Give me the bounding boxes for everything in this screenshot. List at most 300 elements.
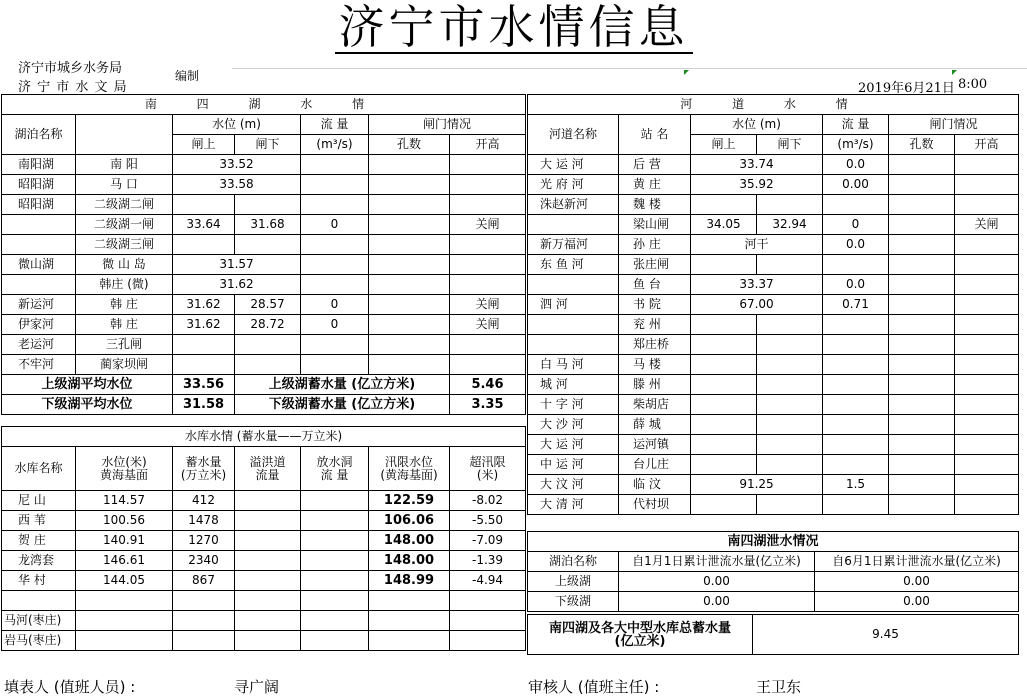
col-open-height: 开高 <box>450 135 526 155</box>
river-gate-holes <box>889 375 955 395</box>
river-section-header: 河 道 水 情 <box>528 95 1019 115</box>
reservoir-name: 西 苇 <box>2 511 76 531</box>
reviewer-label: 审核人 (值班主任) : <box>528 678 660 696</box>
river-gate-holes <box>889 435 955 455</box>
river-gate-open <box>955 255 1019 275</box>
col-reservoir-name: 水库名称 <box>2 447 76 491</box>
river-level: 河干 <box>691 235 823 255</box>
reservoir-storage: 412 <box>173 491 235 511</box>
river-station: 后 营 <box>619 155 691 175</box>
discharge-section-header: 南四湖泄水情况 <box>528 532 1019 552</box>
river-gate-holes <box>889 235 955 255</box>
empty-cell <box>235 591 301 611</box>
col-flow: 流 量 <box>301 115 369 135</box>
discharge-upper-jan: 0.00 <box>619 572 815 592</box>
reservoir-spillway <box>235 531 301 551</box>
empty-cell <box>235 631 301 651</box>
reservoir-section-header: 水库水情 (蓄水量——万立米) <box>2 427 526 447</box>
upper-storage: 5.46 <box>450 375 526 395</box>
lake-name <box>2 275 76 295</box>
river-gate-holes <box>889 315 955 335</box>
river-station: 鱼 台 <box>619 275 691 295</box>
lake-station: 韩 庄 <box>76 295 173 315</box>
lake-section-header: 南 四 湖 水 情 <box>2 95 526 115</box>
reservoir-tunnel <box>301 551 369 571</box>
river-name: 光 府 河 <box>528 175 619 195</box>
col-discharge-since-jan: 自1月1日累计泄流水量(亿立米) <box>619 552 815 572</box>
upper-storage-label: 上级湖蓄水量 (亿立方米) <box>235 375 450 395</box>
river-gate-open <box>955 175 1019 195</box>
lake-station: 韩庄 (微) <box>76 275 173 295</box>
report-time: 8:00 <box>958 77 988 92</box>
river-level-down <box>757 455 823 475</box>
river-row <box>528 195 1019 215</box>
river-station: 台儿庄 <box>619 455 691 475</box>
empty-cell <box>450 591 526 611</box>
lake-name: 昭阳湖 <box>2 195 76 215</box>
lake-gate-holes <box>369 235 450 255</box>
river-gate-holes <box>889 395 955 415</box>
lake-row <box>2 255 526 275</box>
col-river-flow-unit: (m³/s) <box>823 135 889 155</box>
river-gate-open: 关闸 <box>955 215 1019 235</box>
reservoir-flood-limit: 106.06 <box>369 511 450 531</box>
lake-level-down <box>235 335 301 355</box>
lake-level-up <box>173 335 235 355</box>
river-row <box>528 315 1019 335</box>
lake-station: 二级湖一闸 <box>76 215 173 235</box>
org-name-water-bureau: 济宁市城乡水务局 <box>18 61 123 76</box>
lake-station: 微 山 岛 <box>76 255 173 275</box>
col-river-gate: 闸门情况 <box>889 115 1019 135</box>
filler-name: 寻广阔 <box>234 678 280 696</box>
reservoir-spillway <box>235 571 301 591</box>
river-station: 孙 庄 <box>619 235 691 255</box>
lower-avg-level-label: 下级湖平均水位 <box>2 395 173 415</box>
lower-lake-summary-row <box>2 395 526 415</box>
reservoir-flood-limit: 148.00 <box>369 531 450 551</box>
lower-avg-level: 31.58 <box>173 395 235 415</box>
col-holes: 孔数 <box>369 135 450 155</box>
river-level: 33.74 <box>691 155 823 175</box>
river-station: 柴胡店 <box>619 395 691 415</box>
river-flow: 0.0 <box>823 235 889 255</box>
report-date: 2019年6月21日 <box>858 81 955 96</box>
river-station: 郑庄桥 <box>619 335 691 355</box>
river-gate-holes <box>889 175 955 195</box>
river-station: 张庄闸 <box>619 255 691 275</box>
lake-name: 不牢河 <box>2 355 76 375</box>
river-gate-open <box>955 415 1019 435</box>
lake-station: 三孔闸 <box>76 335 173 355</box>
empty-cell <box>2 591 76 611</box>
lake-level-down: 28.72 <box>235 315 301 335</box>
river-name: 城 河 <box>528 375 619 395</box>
col-flood-limit: 汛限水位 (黄海基面) <box>369 447 450 491</box>
river-row <box>528 395 1019 415</box>
river-name: 东 鱼 河 <box>528 255 619 275</box>
river-gate-open <box>955 195 1019 215</box>
river-row <box>528 175 1019 195</box>
lake-row <box>2 295 526 315</box>
lake-flow: 0 <box>301 295 369 315</box>
lake-gate-open: 关闸 <box>450 315 526 335</box>
lake-level-down: 28.57 <box>235 295 301 315</box>
river-level-up <box>691 455 757 475</box>
river-gate-open <box>955 435 1019 455</box>
river-station: 魏 楼 <box>619 195 691 215</box>
empty-cell <box>76 631 173 651</box>
river-name: 中 运 河 <box>528 455 619 475</box>
river-gate-holes <box>889 255 955 275</box>
reviewer-name: 王卫东 <box>756 678 802 696</box>
river-level-up <box>691 195 757 215</box>
river-level-up: 34.05 <box>691 215 757 235</box>
river-level-up <box>691 355 757 375</box>
lake-level-down <box>235 195 301 215</box>
upper-avg-level: 33.56 <box>173 375 235 395</box>
col-lake-name: 湖泊名称 <box>2 115 76 155</box>
empty-cell <box>450 631 526 651</box>
empty-cell <box>301 631 369 651</box>
river-station: 代村坝 <box>619 495 691 515</box>
empty-cell <box>369 611 450 631</box>
river-name <box>528 335 619 355</box>
sheet-gridline <box>232 68 1027 69</box>
lake-level: 31.62 <box>173 275 301 295</box>
river-row <box>528 335 1019 355</box>
discharge-lower-lake: 下级湖 <box>528 592 619 612</box>
lake-gate-open <box>450 255 526 275</box>
lake-flow: 0 <box>301 315 369 335</box>
lake-level-up <box>173 235 235 255</box>
river-level-down <box>757 375 823 395</box>
river-station: 书 院 <box>619 295 691 315</box>
lake-flow <box>301 355 369 375</box>
river-row <box>528 355 1019 375</box>
reservoir-row <box>2 511 526 531</box>
reservoir-storage: 1478 <box>173 511 235 531</box>
lake-flow <box>301 335 369 355</box>
col-gate-up: 闸上 <box>173 135 235 155</box>
river-station: 梁山闸 <box>619 215 691 235</box>
river-gate-open <box>955 235 1019 255</box>
river-station: 马 楼 <box>619 355 691 375</box>
reservoir-over-limit: -5.50 <box>450 511 526 531</box>
col-river-station: 站 名 <box>619 115 691 155</box>
river-station: 滕 州 <box>619 375 691 395</box>
col-river-open: 开高 <box>955 135 1019 155</box>
lower-storage: 3.35 <box>450 395 526 415</box>
lake-row <box>2 175 526 195</box>
lake-station: 马 口 <box>76 175 173 195</box>
river-gate-holes <box>889 195 955 215</box>
river-gate-holes <box>889 495 955 515</box>
reservoir-row <box>2 491 526 511</box>
reservoir-flood-limit: 122.59 <box>369 491 450 511</box>
empty-cell <box>369 591 450 611</box>
reservoir-level: 146.61 <box>76 551 173 571</box>
total-storage-value: 9.45 <box>753 615 1019 655</box>
reservoir-tunnel <box>301 511 369 531</box>
river-gate-open <box>955 275 1019 295</box>
lake-gate-open <box>450 155 526 175</box>
lake-row <box>2 195 526 215</box>
lake-station: 韩 庄 <box>76 315 173 335</box>
reservoir-row <box>2 531 526 551</box>
river-level-down <box>757 355 823 375</box>
lake-flow <box>301 255 369 275</box>
river-gate-open <box>955 475 1019 495</box>
river-flow <box>823 435 889 455</box>
reservoir-name: 龙湾套 <box>2 551 76 571</box>
river-gate-holes <box>889 355 955 375</box>
org-name-hydrology-bureau: 济 宁 市 水 文 局 <box>18 80 128 95</box>
river-gate-open <box>955 455 1019 475</box>
river-row <box>528 455 1019 475</box>
river-flow <box>823 315 889 335</box>
lake-gate-open <box>450 355 526 375</box>
lake-level-down <box>235 355 301 375</box>
river-row <box>528 475 1019 495</box>
lake-station: 二级湖二闸 <box>76 195 173 215</box>
lake-row <box>2 275 526 295</box>
reservoir-spillway <box>235 491 301 511</box>
river-level-up <box>691 495 757 515</box>
lake-gate-holes <box>369 175 450 195</box>
filler-label: 填表人 (值班人员) : <box>4 678 136 696</box>
river-gate-open <box>955 295 1019 315</box>
river-name: 白 马 河 <box>528 355 619 375</box>
lake-row <box>2 155 526 175</box>
lake-level-up <box>173 355 235 375</box>
col-outlet-tunnel: 放水洞 流 量 <box>301 447 369 491</box>
reservoir-flood-limit: 148.00 <box>369 551 450 571</box>
reservoir-flood-limit: 148.99 <box>369 571 450 591</box>
river-flow <box>823 335 889 355</box>
reservoir-tunnel <box>301 531 369 551</box>
col-river-flow: 流 量 <box>823 115 889 135</box>
lake-station: 蔺家坝闸 <box>76 355 173 375</box>
col-gate: 闸门情况 <box>369 115 526 135</box>
reservoir-level: 114.57 <box>76 491 173 511</box>
lake-row <box>2 355 526 375</box>
river-flow <box>823 375 889 395</box>
river-name: 大 运 河 <box>528 435 619 455</box>
lake-level-up <box>173 195 235 215</box>
lake-gate-holes <box>369 195 450 215</box>
river-gate-holes <box>889 415 955 435</box>
col-over-limit: 超汛限 (米) <box>450 447 526 491</box>
empty-cell <box>450 611 526 631</box>
river-name: 新万福河 <box>528 235 619 255</box>
reservoir-name: 贺 庄 <box>2 531 76 551</box>
river-row <box>528 295 1019 315</box>
col-discharge-since-jun: 自6月1日累计泄流水量(亿立米) <box>815 552 1019 572</box>
empty-cell <box>369 631 450 651</box>
lake-name: 微山湖 <box>2 255 76 275</box>
river-gate-holes <box>889 215 955 235</box>
lake-gate-open: 关闸 <box>450 295 526 315</box>
river-flow: 0 <box>823 215 889 235</box>
river-level-down <box>757 195 823 215</box>
empty-cell <box>301 591 369 611</box>
river-level-down <box>757 415 823 435</box>
col-station-blank <box>76 115 173 155</box>
col-river-down: 闸下 <box>757 135 823 155</box>
lake-gate-open: 关闸 <box>450 215 526 235</box>
reservoir-over-limit: -4.94 <box>450 571 526 591</box>
lake-gate-open <box>450 335 526 355</box>
river-water-table <box>527 94 1019 515</box>
lake-gate-open <box>450 275 526 295</box>
empty-cell <box>173 591 235 611</box>
river-flow <box>823 195 889 215</box>
river-station: 兖 州 <box>619 315 691 335</box>
river-row <box>528 495 1019 515</box>
river-gate-holes <box>889 275 955 295</box>
lake-flow <box>301 175 369 195</box>
lake-gate-holes <box>369 295 450 315</box>
river-flow <box>823 495 889 515</box>
cell-comment-marker <box>952 70 957 75</box>
river-row <box>528 435 1019 455</box>
total-storage-table <box>527 614 1019 655</box>
river-name: 大 清 河 <box>528 495 619 515</box>
lower-storage-label: 下级湖蓄水量 (亿立方米) <box>235 395 450 415</box>
col-gate-down: 闸下 <box>235 135 301 155</box>
reservoir-extra-name: 岩马(枣庄) <box>2 631 76 651</box>
river-flow <box>823 415 889 435</box>
lake-name: 南阳湖 <box>2 155 76 175</box>
river-level-up <box>691 335 757 355</box>
river-name <box>528 315 619 335</box>
discharge-table <box>527 531 1019 612</box>
river-gate-holes <box>889 455 955 475</box>
river-gate-holes <box>889 475 955 495</box>
river-level-down <box>757 435 823 455</box>
total-storage-label: 南四湖及各大中型水库总蓄水量 (亿立米) <box>528 615 753 655</box>
river-flow: 0.71 <box>823 295 889 315</box>
lake-name <box>2 215 76 235</box>
river-level: 91.25 <box>691 475 823 495</box>
col-spillway: 溢洪道 流量 <box>235 447 301 491</box>
lake-gate-holes <box>369 155 450 175</box>
lake-level: 31.57 <box>173 255 301 275</box>
river-row <box>528 215 1019 235</box>
lake-level-down <box>235 235 301 255</box>
col-reservoir-storage: 蓄水量 (万立米) <box>173 447 235 491</box>
reservoir-over-limit: -7.09 <box>450 531 526 551</box>
lake-level-up: 31.62 <box>173 295 235 315</box>
river-station: 运河镇 <box>619 435 691 455</box>
lake-name: 新运河 <box>2 295 76 315</box>
reservoir-row <box>2 571 526 591</box>
lake-flow: 0 <box>301 215 369 235</box>
lake-name: 老运河 <box>2 335 76 355</box>
river-gate-open <box>955 355 1019 375</box>
river-name: 大 运 河 <box>528 155 619 175</box>
river-gate-open <box>955 155 1019 175</box>
lake-gate-holes <box>369 335 450 355</box>
col-river-holes: 孔数 <box>889 135 955 155</box>
river-flow: 0.00 <box>823 175 889 195</box>
lake-flow <box>301 195 369 215</box>
river-name: 大 沙 河 <box>528 415 619 435</box>
river-row <box>528 155 1019 175</box>
river-flow <box>823 395 889 415</box>
col-flow-unit: (m³/s) <box>301 135 369 155</box>
reservoir-tunnel <box>301 571 369 591</box>
river-gate-holes <box>889 295 955 315</box>
reservoir-tunnel <box>301 491 369 511</box>
river-row <box>528 375 1019 395</box>
lake-gate-open <box>450 175 526 195</box>
col-reservoir-level: 水位(米) 黄海基面 <box>76 447 173 491</box>
lake-level: 33.58 <box>173 175 301 195</box>
river-row <box>528 255 1019 275</box>
river-name: 十 字 河 <box>528 395 619 415</box>
river-station: 黄 庄 <box>619 175 691 195</box>
river-level-down <box>757 315 823 335</box>
lake-gate-open <box>450 195 526 215</box>
lake-level-up: 33.64 <box>173 215 235 235</box>
col-water-level: 水位 (m) <box>173 115 301 135</box>
river-name <box>528 275 619 295</box>
river-level-down <box>757 335 823 355</box>
river-level-up <box>691 315 757 335</box>
river-flow: 0.0 <box>823 275 889 295</box>
reservoir-level: 144.05 <box>76 571 173 591</box>
river-flow <box>823 255 889 275</box>
river-level: 67.00 <box>691 295 823 315</box>
empty-cell <box>301 611 369 631</box>
reservoir-spillway <box>235 551 301 571</box>
lake-row <box>2 215 526 235</box>
reservoir-extra-row <box>2 631 526 651</box>
reservoir-over-limit: -1.39 <box>450 551 526 571</box>
lake-level: 33.52 <box>173 155 301 175</box>
river-gate-open <box>955 315 1019 335</box>
lake-name: 伊家河 <box>2 315 76 335</box>
lake-row <box>2 335 526 355</box>
reservoir-storage: 1270 <box>173 531 235 551</box>
empty-cell <box>76 591 173 611</box>
reservoir-storage: 2340 <box>173 551 235 571</box>
upper-lake-summary-row <box>2 375 526 395</box>
page-title: 济宁市水情信息 <box>0 0 1027 54</box>
river-gate-open <box>955 495 1019 515</box>
empty-cell <box>76 611 173 631</box>
lake-water-table <box>1 94 526 415</box>
reservoir-name: 华 村 <box>2 571 76 591</box>
river-name: 泗 河 <box>528 295 619 315</box>
col-river-level: 水位 (m) <box>691 115 823 135</box>
river-flow <box>823 355 889 375</box>
river-level-up <box>691 375 757 395</box>
river-level-up <box>691 395 757 415</box>
river-row <box>528 275 1019 295</box>
col-discharge-lake: 湖泊名称 <box>528 552 619 572</box>
river-level: 33.37 <box>691 275 823 295</box>
lake-flow <box>301 235 369 255</box>
river-level-up <box>691 435 757 455</box>
river-gate-open <box>955 395 1019 415</box>
lake-flow <box>301 275 369 295</box>
lake-row <box>2 235 526 255</box>
lake-gate-holes <box>369 275 450 295</box>
river-level-down <box>757 395 823 415</box>
